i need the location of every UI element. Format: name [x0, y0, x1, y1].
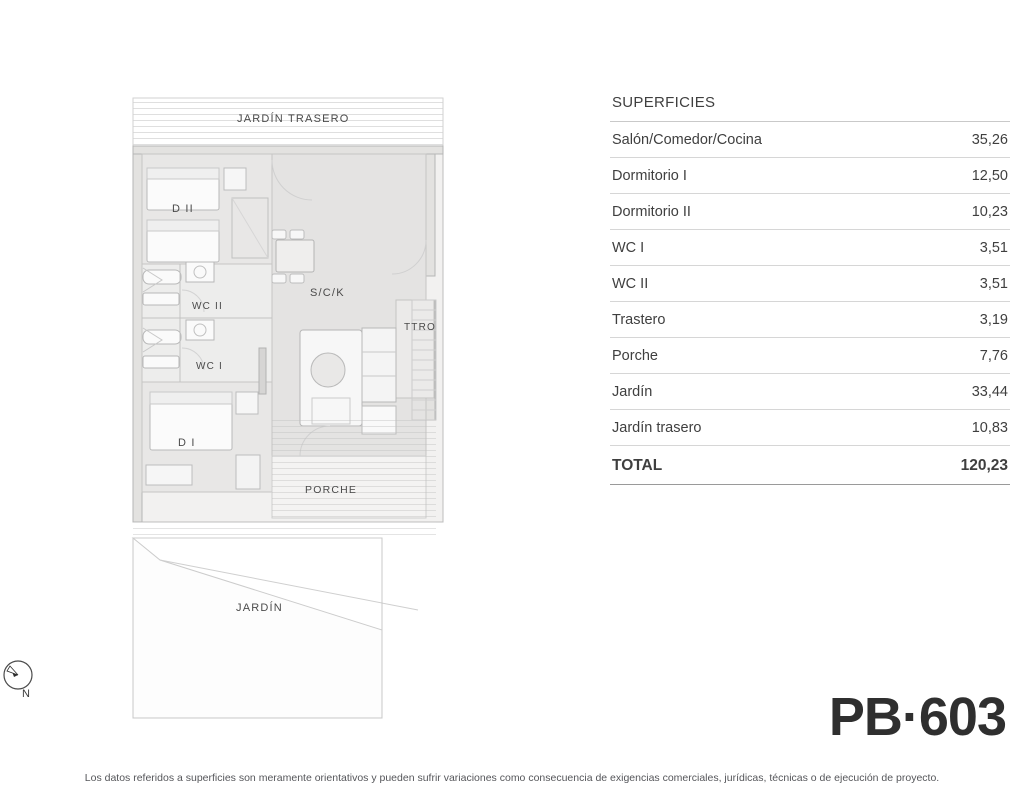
compass-rose — [2, 655, 48, 711]
row-label: WC II — [612, 276, 649, 292]
table-row — [610, 374, 1010, 410]
row-label: Jardín — [612, 384, 653, 400]
room-label-trastero: TTRO — [404, 322, 437, 333]
surfaces-title: SUPERFICIES — [610, 88, 1010, 122]
total-value: 120,23 — [960, 457, 1008, 474]
room-label-jardin-trasero: JARDÍN TRASERO — [237, 113, 350, 125]
row-value: 3,51 — [979, 276, 1008, 292]
compass-north-label: N — [22, 688, 30, 700]
room-label-salon-comedor-cocina: S/C/K — [310, 287, 345, 299]
room-label-wc-2: WC II — [192, 301, 223, 312]
front-garden-area — [133, 538, 418, 718]
surfaces-table — [610, 88, 1010, 485]
row-label: Salón/Comedor/Cocina — [612, 132, 762, 148]
row-value: 35,26 — [971, 132, 1008, 148]
row-value: 10,83 — [971, 420, 1008, 436]
room-label-wc-1: WC I — [196, 361, 224, 372]
table-row — [610, 338, 1010, 374]
room-label-jardin: JARDÍN — [236, 602, 283, 614]
table-row-total — [610, 446, 1010, 485]
table-row — [610, 122, 1010, 158]
table-row — [610, 194, 1010, 230]
plan-code: PB·603 — [828, 687, 1006, 747]
row-label: Trastero — [612, 312, 666, 328]
row-value: 3,19 — [979, 312, 1008, 328]
room-label-porche: PORCHE — [305, 484, 358, 496]
compass-icon — [2, 655, 48, 711]
row-value: 33,44 — [971, 384, 1008, 400]
row-label: Dormitorio I — [612, 168, 687, 184]
row-value: 12,50 — [971, 168, 1008, 184]
row-value: 3,51 — [979, 240, 1008, 256]
row-label: WC I — [612, 240, 645, 256]
table-row — [610, 302, 1010, 338]
table-row — [610, 230, 1010, 266]
table-row — [610, 158, 1010, 194]
row-value: 10,23 — [971, 204, 1008, 220]
row-label: Dormitorio II — [612, 204, 691, 220]
room-label-dormitorio-1: D I — [178, 437, 196, 449]
table-row — [610, 410, 1010, 446]
row-value: 7,76 — [979, 348, 1008, 364]
total-label: TOTAL — [612, 457, 663, 474]
table-row — [610, 266, 1010, 302]
row-label: Porche — [612, 348, 658, 364]
room-label-dormitorio-2: D II — [172, 203, 194, 215]
disclaimer-text: Los datos referidos a superficies son meramente orientativos y pueden sufrir variaciones como consecuencia de exigencias comerciales, jurídicas, técnicas o de ejecución de proyecto. — [84, 772, 940, 784]
row-label: Jardín trasero — [612, 420, 702, 436]
